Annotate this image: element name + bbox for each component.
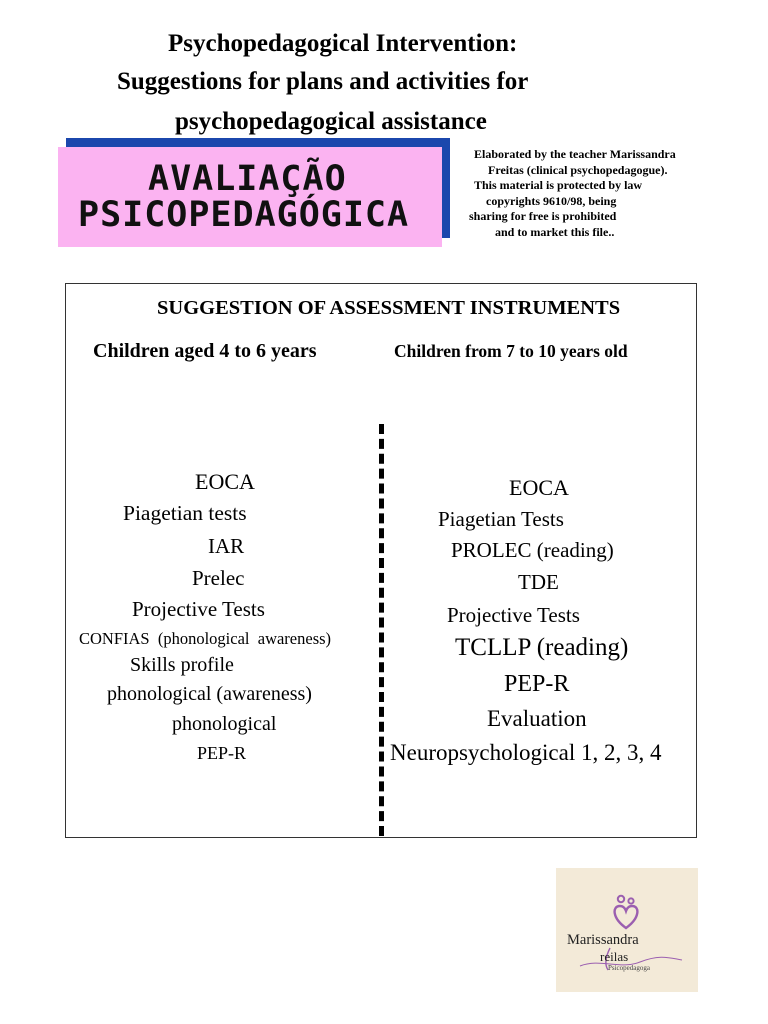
right-item: EOCA [509, 475, 569, 500]
column-divider [379, 424, 384, 836]
heart-figure-icon [608, 892, 644, 932]
left-item: CONFIAS (phonological awareness) [79, 629, 332, 648]
right-item: TDE [518, 570, 559, 594]
logo-name: Marissandra [567, 932, 639, 948]
right-item: PEP-R [504, 671, 570, 697]
left-item: EOCA [195, 469, 255, 494]
credits-line: and to market this file.. [495, 224, 615, 239]
right-item: TCLLP (reading) [455, 634, 629, 661]
left-item: phonological (awareness) [107, 683, 312, 705]
header-title-line-2: Suggestions for plans and activities for [117, 68, 529, 95]
credits-line: sharing for free is prohibited [469, 209, 617, 223]
credits-line: Freitas (clinical psychopedagogue). [488, 162, 668, 177]
logo-subtitle: Psicopedagoga [608, 964, 650, 972]
left-item: Prelec [192, 566, 245, 590]
header-title-line-3: psychopedagogical assistance [175, 108, 487, 135]
author-logo [556, 868, 698, 992]
left-item: phonological [172, 713, 277, 735]
copyright-notice [462, 147, 692, 240]
assessment-instruments-box [65, 283, 697, 838]
left-item: Piagetian tests [123, 501, 247, 525]
credits-line: Elaborated by the teacher Marissandra [474, 147, 676, 161]
credits-line: This material is protected by law [474, 178, 643, 192]
left-item: Skills profile [130, 654, 234, 676]
right-item: PROLEC (reading) [451, 538, 614, 562]
right-item: Projective Tests [447, 603, 580, 627]
left-item: IAR [208, 534, 245, 558]
assessment-title: SUGGESTION OF ASSESSMENT INSTRUMENTS [157, 297, 621, 319]
left-item: PEP-R [197, 743, 247, 763]
banner-line-1: AVALIAÇÃO [148, 159, 347, 199]
logo-surname: reilas [600, 949, 629, 964]
right-item: Neuropsychological 1, 2, 3, 4 [390, 740, 662, 765]
credits-line: copyrights 9610/98, being [486, 193, 617, 208]
left-item: Projective Tests [132, 597, 265, 621]
right-column-heading: Children from 7 to 10 years old [394, 341, 628, 361]
banner [58, 147, 442, 247]
right-item: Piagetian Tests [438, 507, 564, 531]
banner-line-2: PSICOPEDAGÓGICA [78, 195, 410, 235]
right-item: Evaluation [487, 706, 587, 731]
left-column-heading: Children aged 4 to 6 years [93, 340, 317, 362]
header-title-line-1: Psychopedagogical Intervention: [168, 30, 518, 57]
